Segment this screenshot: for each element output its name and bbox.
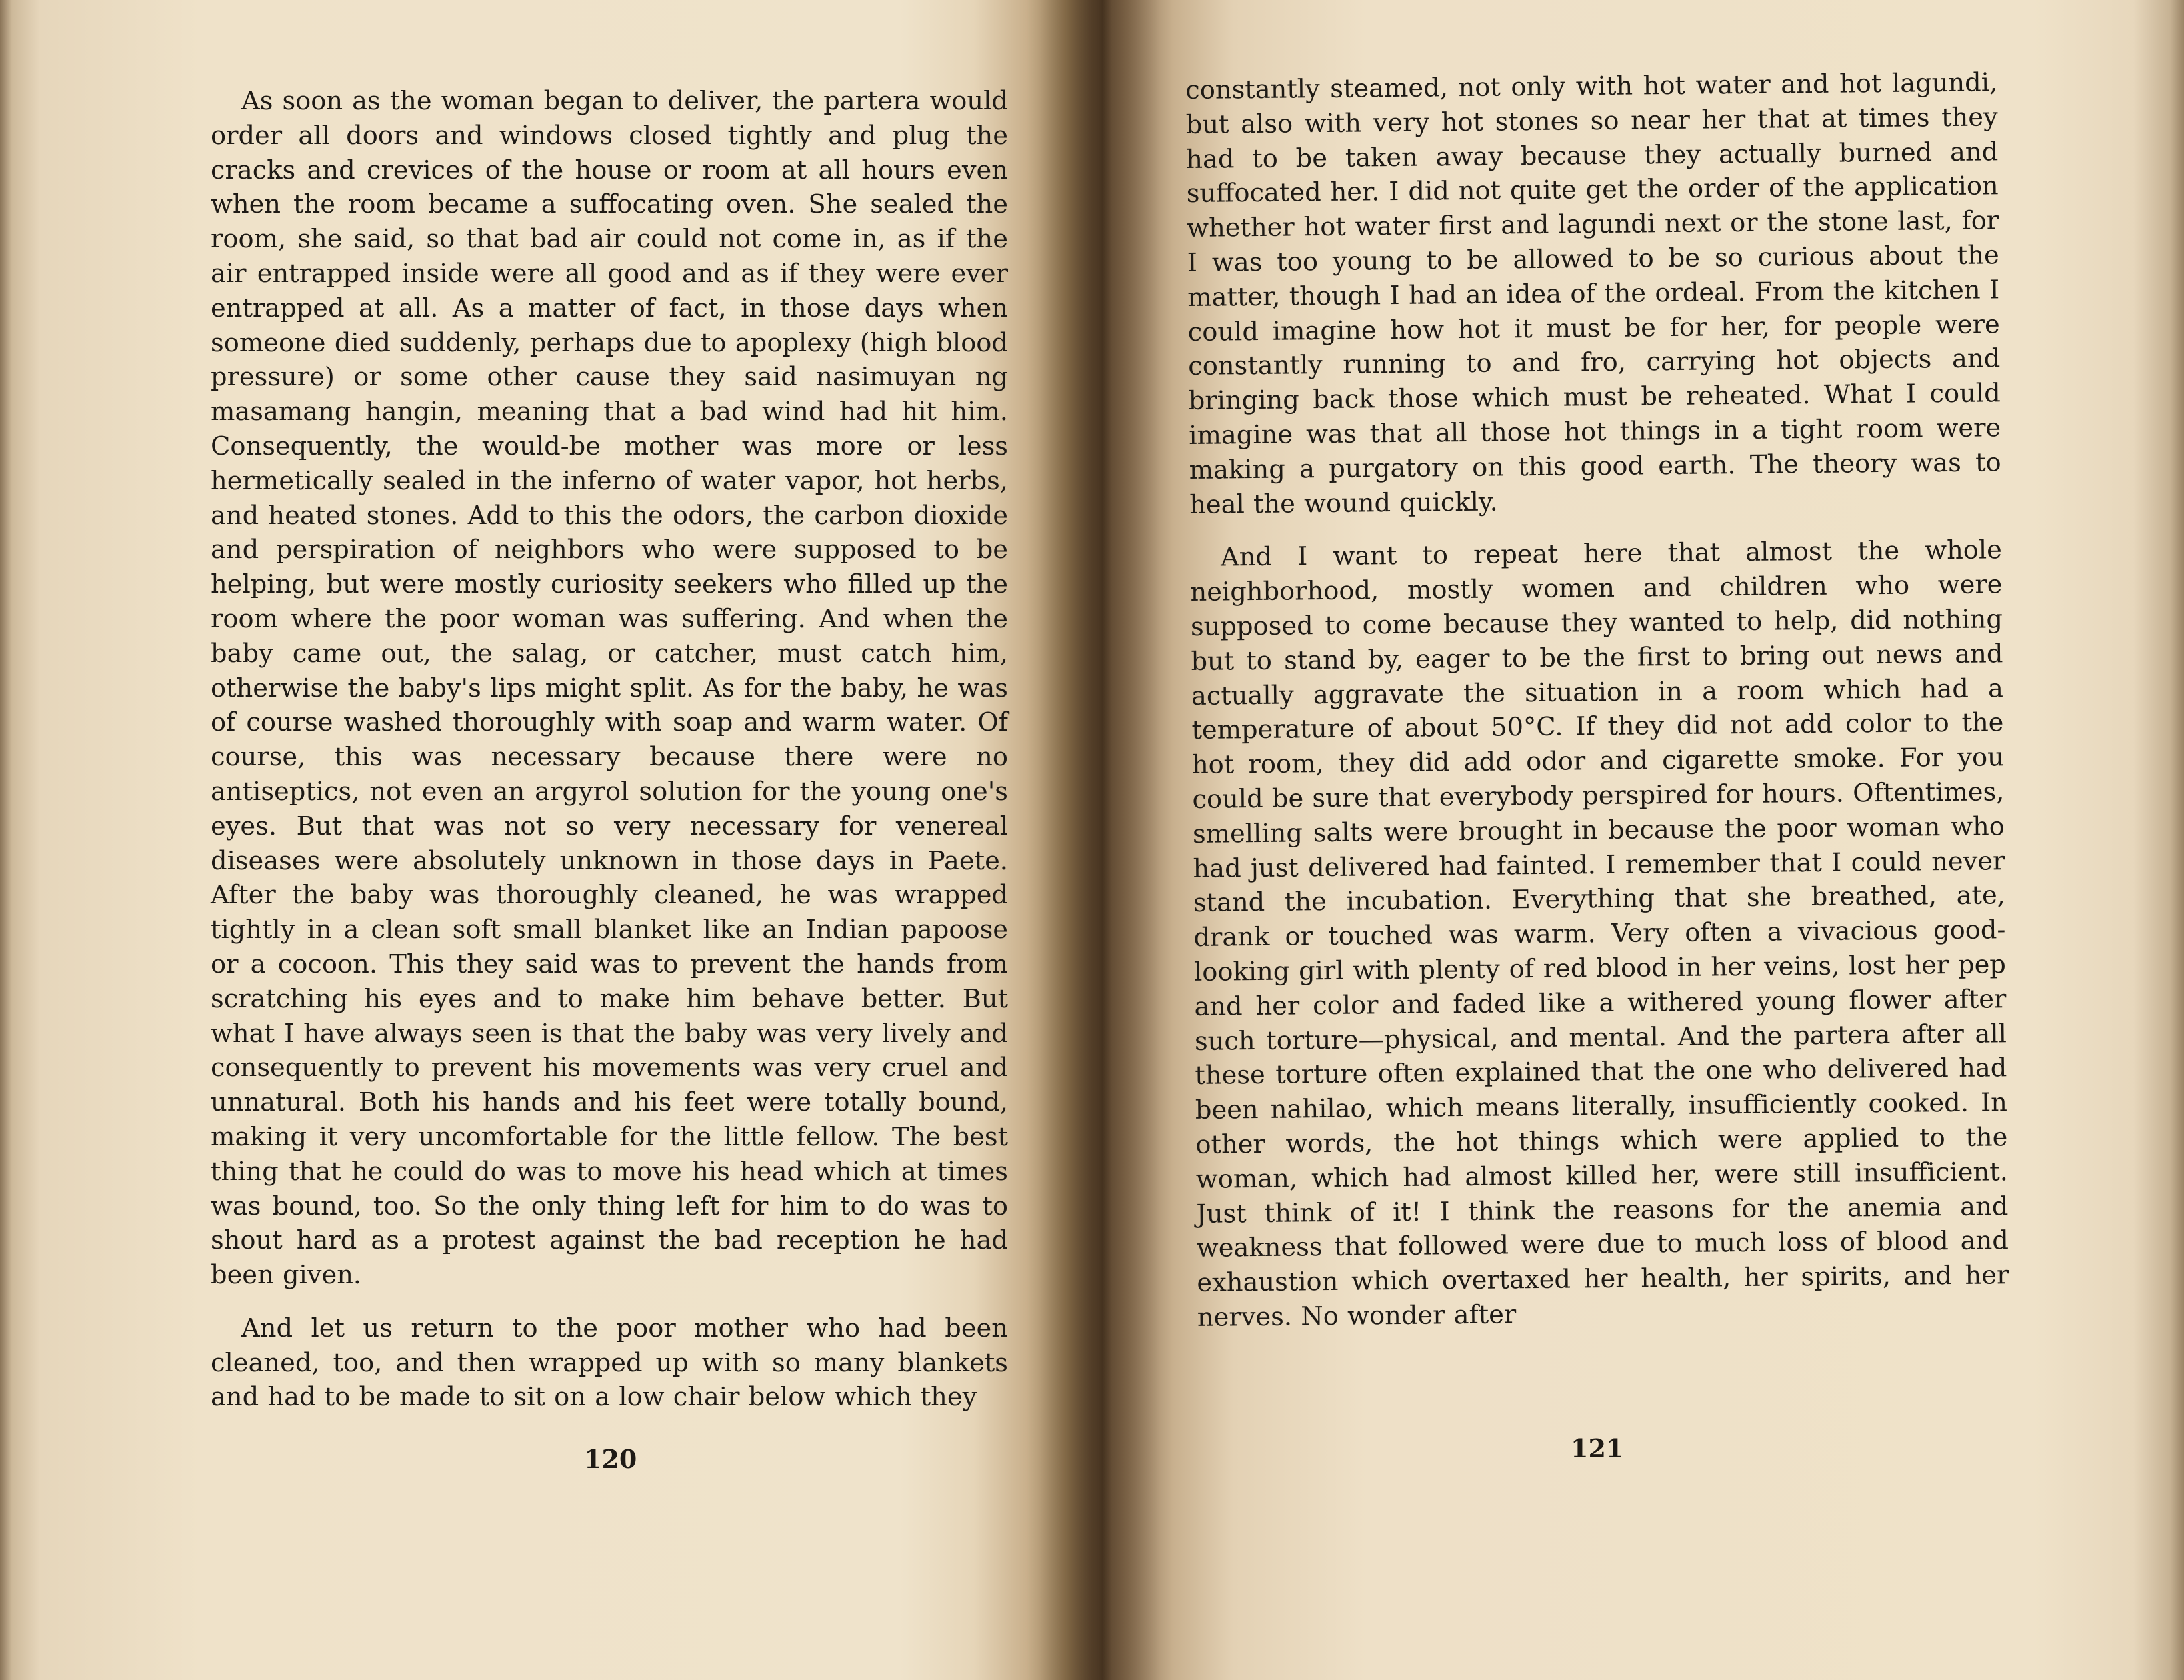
left-page-number: 120 (584, 1444, 637, 1474)
right-page (1107, 0, 2184, 1680)
left-paragraph-1: As soon as the woman began to deliver, the partera would order all doors and windows closed tightly and plug the cracks and crevices of the house or room at all hours even when the room became a suffocating oven. She sealed the room, she said, so that bad air could not come in, as if the air entrapped inside were all good and as if they were ever entrapped at all. As a matter of fact, in those days when someone died suddenly, perhaps due to apoplexy (high blood pressure) or some other cause they said nasimuyan ng masamang hangin, meaning that a bad wind had hit him. Consequently, the would-be mother was more or less hermetically sealed in the inferno of water vapor, hot herbs, and heated stones. Add to this the odors, the carbon dioxide and perspiration of neighbors who were supposed to be helping, but were mostly curiosity seekers who filled up the room where the poor woman was suffering. And when the baby came out, the salag, or catcher, must catch him, otherwise the baby's lips might split. As for the baby, he was of course washed thoroughly with soap and warm water. Of course, this was necessary because there were no antiseptics, not even an argyrol solution for the young one's eyes. But that was not so very necessary for venereal diseases were absolutely unknown in those days in Paete. After the baby was thoroughly cleaned, he was wrapped tightly in a clean soft small blanket like an Indian papoose or a cocoon. This they said was to prevent the hands from scratching his eyes and to make him behave better. But what I have always seen is that the baby was very lively and consequently to prevent his movements was very cruel and unnatural. Both his hands and his feet were totally bound, making it very uncomfortable for the little fellow. The best thing that he could do was to move his head which at times was bound, too. So the only thing left for him to do was to shout hard as a protest against the bad reception he had been given. (211, 86, 1008, 1291)
left-page (0, 0, 1080, 1680)
right-paragraph-2: And I want to repeat here that almost the whole neighborhood, mostly women and children who were supposed to come because they wanted to help, did nothing but to stand by, eager to be the first to bring out news and actually aggravate the situation in a room which had a temperature of about 50°C. If they did not add color to the hot room, they did add odor and cigarette smoke. For you could be sure that everybody perspired for hours. Oftentimes, smelling salts were brought in because the poor woman who had just delivered had fainted. I remember that I could never stand the incubation. Everything that she breathed, ate, drank or touched was warm. Very often a vivacious good-looking girl with plenty of red blood in her veins, lost her pep and her color and faded like a withered young flower after such torture—physical, and mental. And the partera after all these torture often explained that the one who delivered had been nahilao, which means literally, insufficiently cooked. In other words, the hot things which were applied to the woman, which had almost killed her, were still insufficient. Just think of it! I think the reasons for the anemia and weakness that followed were due to much loss of blood and exhaustion which overtaxed her health, her spirits, and her nerves. No wonder after (1190, 535, 2009, 1333)
right-page-number: 121 (1571, 1433, 1624, 1463)
right-page-text (1185, 65, 2009, 1353)
left-paragraph-2: And let us return to the poor mother who had been cleaned, too, and then wrapped up with so many blankets and had to be made to sit on a low chair below which they (211, 1313, 1008, 1413)
left-page-text (211, 84, 1008, 1433)
right-paragraph-1: constantly steamed, not only with hot water and hot lagundi, but also with very hot stones so near her that at times they had to be taken away because they actually burned and suffocated her. I did not quite get the order of the application whether hot water first and lagundi next or the stone last, for I was too young to be allowed to be so curious about the matter, though I had an idea of the ordeal. From the kitchen I could imagine how hot it must be for her, for people were constantly running to and fro, carrying hot objects and bringing back those which must be reheated. What I could imagine was that all those hot things in a tight room were making a purgatory on this good earth. The theory was to heal the wound quickly. (1185, 67, 2001, 520)
